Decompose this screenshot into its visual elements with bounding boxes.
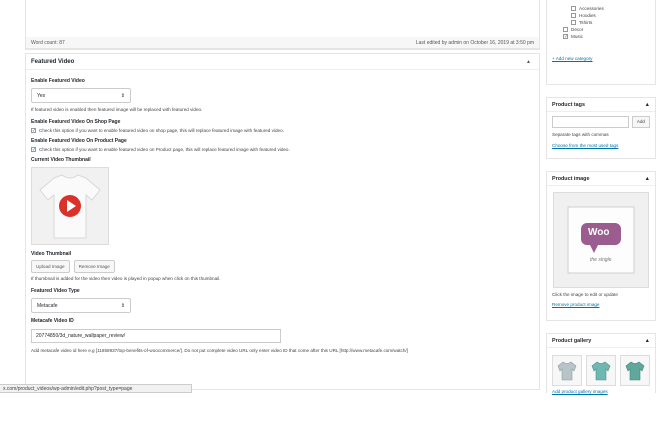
category-checkbox[interactable] <box>571 20 576 25</box>
select-arrows-icon: ⇕ <box>120 92 125 99</box>
product-tags-box <box>546 97 656 159</box>
product-page-label: Enable Featured Video On Product Page <box>31 138 127 144</box>
choose-tags-link[interactable]: Choose from the most used tags <box>552 143 619 148</box>
product-tags-header[interactable] <box>547 98 655 112</box>
category-checkbox[interactable] <box>571 6 576 11</box>
woo-logo-text: Woo <box>588 227 610 238</box>
metabox-title: Featured Video <box>31 58 75 65</box>
video-thumbnail-image[interactable] <box>31 167 109 245</box>
gallery-image[interactable] <box>620 355 650 386</box>
add-gallery-images-link[interactable]: Add product gallery images <box>552 389 608 394</box>
category-item[interactable]: Decor <box>563 27 650 32</box>
category-item[interactable]: Accessories <box>563 6 650 11</box>
product-image-header[interactable] <box>547 172 655 186</box>
gallery-image[interactable] <box>586 355 616 386</box>
editor-status-bar <box>25 37 540 49</box>
collapse-arrow-icon[interactable]: ▲ <box>644 101 650 108</box>
last-edited: Last edited by admin on October 16, 2019 at 3:50 pm <box>415 39 534 46</box>
video-id-input[interactable]: 20774850/3d_nature_wallpaper_review/ <box>31 329 281 343</box>
collapse-arrow-icon[interactable]: ▲ <box>644 337 650 344</box>
category-item[interactable]: ✓ Music <box>564 34 583 40</box>
select-arrows-icon: ⇕ <box>120 302 125 309</box>
category-checkbox[interactable] <box>563 27 568 32</box>
tshirt-play-icon <box>32 168 108 244</box>
shop-page-checkbox[interactable]: ✓ <box>32 128 37 134</box>
video-id-label: Metacafe Video ID <box>31 318 74 324</box>
hoodie-icon <box>589 359 613 383</box>
add-category-link[interactable]: + Add new category <box>552 56 593 61</box>
product-image-title: Product image <box>552 175 590 182</box>
hoodie-icon <box>623 359 647 383</box>
woo-script-text: the single <box>590 257 612 263</box>
word-count: Word count: 87 <box>31 39 65 46</box>
shop-page-label: Enable Featured Video On Shop Page <box>31 119 121 125</box>
video-thumbnail-label: Video Thumbnail <box>31 251 72 257</box>
product-image-box <box>546 171 656 321</box>
enable-note: If featured video is enabled then featured image will be replaced with featured video. <box>31 107 203 112</box>
product-gallery-title: Product gallery <box>552 337 592 344</box>
category-checkbox[interactable] <box>571 13 576 18</box>
collapse-arrow-icon[interactable]: ▲ <box>526 58 531 65</box>
video-type-label: Featured Video Type <box>31 288 80 294</box>
tags-note: Separate tags with commas <box>552 132 609 137</box>
product-tags-title: Product tags <box>552 101 585 108</box>
tag-input[interactable] <box>552 116 629 128</box>
product-page-checkbox[interactable]: ✓ <box>32 147 37 153</box>
featured-video-metabox <box>25 53 540 390</box>
video-id-note: Add metacafe video id here e.g [11858937/top-benefits-of-woocommerce/]. Do not put complete video URL only enter video ID that come after this URL [http://www.metacafe.com/watch/] <box>31 348 408 353</box>
remove-product-image-link[interactable]: Remove product image <box>552 302 600 307</box>
enable-featured-video-label: Enable Featured Video <box>31 78 85 84</box>
collapse-arrow-icon[interactable]: ▲ <box>644 175 650 182</box>
product-page-text: Check this option if you want to enable featured video on Product page, this will replace featured image with featured video. <box>39 147 290 152</box>
current-thumbnail-label: Current Video Thumbnail <box>31 157 91 163</box>
product-categories-box <box>546 0 656 85</box>
woo-poster-image <box>554 193 648 287</box>
product-image-thumbnail[interactable] <box>553 192 649 288</box>
remove-image-button[interactable]: Remove Image <box>74 260 115 273</box>
add-tag-button[interactable]: Add <box>632 116 650 128</box>
gallery-image[interactable] <box>552 355 582 386</box>
video-type-select[interactable]: Metacafe ⇕ <box>31 298 131 313</box>
category-checkbox[interactable]: ✓ <box>564 34 569 40</box>
upload-image-button[interactable]: Upload Image <box>31 260 70 273</box>
shop-page-text: Check this option if you want to enable featured video on shop page, this will replace featured image with featured video. <box>39 128 284 133</box>
metabox-header[interactable] <box>26 54 539 70</box>
category-item[interactable]: Hoodies <box>563 13 650 18</box>
hoodie-icon <box>555 359 579 383</box>
category-item[interactable]: Tshirts <box>563 20 650 25</box>
product-gallery-header[interactable] <box>547 334 655 348</box>
thumbnail-note: If thumbnail is added for the video then video is played in popup when click on this thumbnail. <box>31 276 221 281</box>
browser-status-url: x.com/product_videos/wp-admin/edit.php?post_type=page <box>0 384 192 393</box>
enable-featured-video-select[interactable]: Yes ⇕ <box>31 88 131 103</box>
product-gallery-box <box>546 333 656 393</box>
product-image-note: Click the image to edit or update <box>552 292 618 297</box>
